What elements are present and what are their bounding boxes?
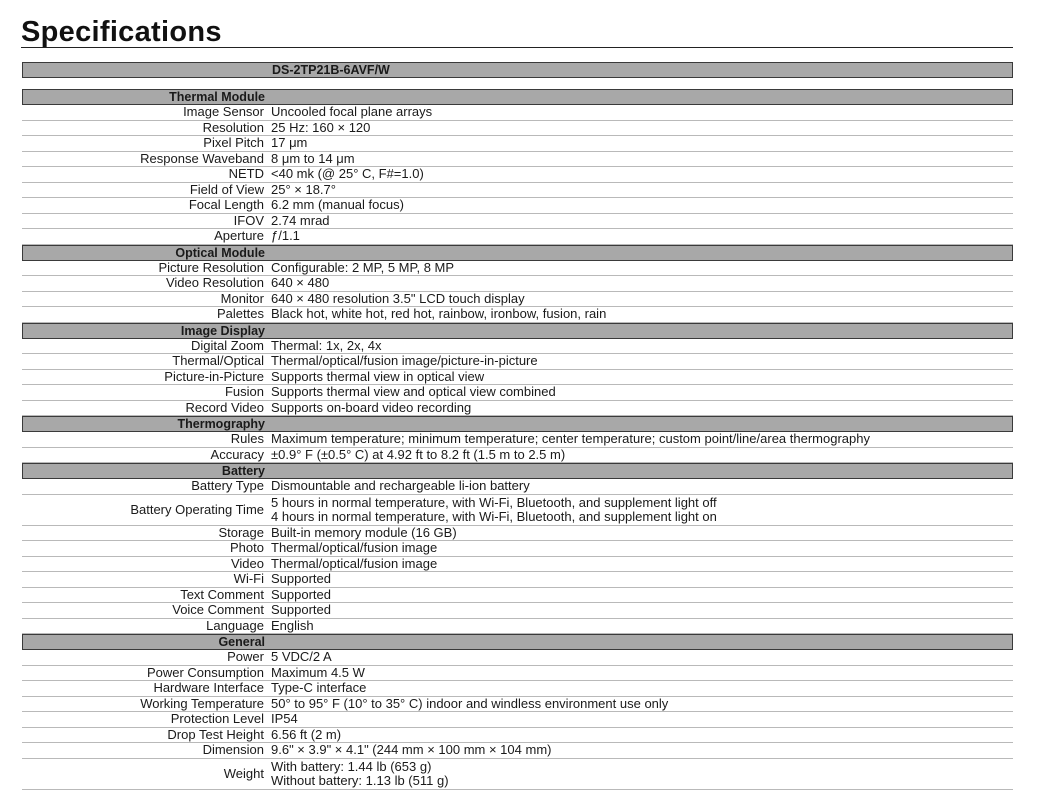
spec-row — [22, 339, 1013, 355]
spec-value-line: <40 mk (@ 25° C, F#=1.0) — [271, 166, 424, 182]
spec-value-line: Thermal/optical/fusion image/picture-in-picture — [271, 353, 538, 369]
spec-value-line: 50° to 95° F (10° to 35° C) indoor and windless environment use only — [271, 695, 669, 711]
spec-value — [270, 728, 1013, 742]
spec-value — [270, 681, 1013, 695]
spec-label: Storage — [218, 524, 264, 540]
spec-row — [22, 588, 1013, 604]
spec-value-line: Supported — [271, 586, 331, 602]
spec-label: Focal Length — [188, 197, 264, 213]
spec-label: Hardware Interface — [153, 680, 264, 696]
spec-label: Drop Test Height — [167, 726, 264, 742]
spec-value-line: Uncooled focal plane arrays — [271, 104, 433, 120]
spec-value — [270, 760, 1013, 788]
spec-value — [270, 496, 1013, 524]
spec-label: Accuracy — [210, 446, 264, 462]
spec-value-line: Configurable: 2 MP, 5 MP, 8 MP — [271, 259, 455, 275]
spec-value — [270, 479, 1013, 493]
spec-row — [22, 495, 1013, 526]
spec-row — [22, 307, 1013, 323]
spec-row — [22, 619, 1013, 635]
spec-label: Aperture — [214, 228, 264, 244]
spec-label: Weight — [223, 765, 264, 781]
spec-value — [270, 261, 1013, 275]
spec-label: Power — [227, 649, 264, 665]
spec-label: Digital Zoom — [191, 337, 264, 353]
spec-label: Text Comment — [180, 586, 264, 602]
spec-value — [270, 354, 1013, 368]
spec-label: Dimension — [202, 742, 264, 758]
title-divider — [21, 47, 1013, 48]
spec-row — [22, 354, 1013, 370]
spec-row — [22, 198, 1013, 214]
section-title: Image Display — [180, 323, 265, 338]
spec-label: Field of View — [189, 181, 264, 197]
spec-value-line: 17 μm — [271, 135, 308, 151]
spec-value-line: Type-C interface — [271, 680, 367, 696]
spec-value-line: Built-in memory module (16 GB) — [271, 524, 457, 540]
spec-label: Monitor — [220, 290, 264, 306]
spec-value-line: Dismountable and rechargeable li-ion battery — [271, 478, 530, 494]
spec-value-line: 6.2 mm (manual focus) — [271, 197, 404, 213]
spec-value — [270, 557, 1013, 571]
spec-label: Language — [206, 617, 264, 633]
spec-value-line: 640 × 480 — [271, 275, 330, 291]
spec-value-line: Supported — [271, 571, 331, 587]
spec-value — [270, 432, 1013, 446]
spec-label: Record Video — [185, 399, 264, 415]
spec-value — [270, 526, 1013, 540]
spec-row — [22, 603, 1013, 619]
spec-label: Video Resolution — [165, 275, 264, 291]
spec-value — [270, 448, 1013, 462]
spec-row — [22, 401, 1013, 417]
spec-row — [22, 385, 1013, 401]
spec-value-line: 25° × 18.7° — [271, 181, 336, 197]
spec-value-line: 4 hours in normal temperature, with Wi-Fi, Bluetooth, and supplement light on — [271, 508, 717, 524]
spec-row — [22, 152, 1013, 168]
spec-value-line: Supports on-board video recording — [271, 399, 472, 415]
spec-row — [22, 557, 1013, 573]
spec-label: Resolution — [202, 119, 264, 135]
spec-value-line: Thermal/optical/fusion image — [271, 555, 438, 571]
spec-value-line: IP54 — [271, 711, 298, 727]
spec-value-line: Supports thermal view and optical view combined — [271, 384, 556, 400]
spec-value — [270, 697, 1013, 711]
spec-label: Picture-in-Picture — [164, 368, 264, 384]
spec-label: Palettes — [217, 306, 264, 322]
spec-label: IFOV — [233, 212, 264, 228]
spec-value-line: Thermal/optical/fusion image — [271, 540, 438, 556]
spec-row — [22, 167, 1013, 183]
spec-value — [270, 214, 1013, 228]
spec-row — [22, 526, 1013, 542]
spec-value-line: Maximum temperature; minimum temperature; center temperature; custom point/line/area thermography — [271, 431, 870, 447]
spec-label: Rules — [230, 431, 264, 447]
section-header — [22, 463, 1013, 479]
spec-row — [22, 229, 1013, 245]
spec-value — [270, 370, 1013, 384]
spec-value-line: ƒ/1.1 — [271, 228, 300, 244]
spec-row — [22, 432, 1013, 448]
section-header — [22, 245, 1013, 261]
spec-value — [270, 572, 1013, 586]
spec-label: Response Waveband — [140, 150, 264, 166]
spec-label: Power Consumption — [146, 664, 264, 680]
spec-value — [270, 229, 1013, 243]
spec-label: Thermal/Optical — [172, 353, 264, 369]
spec-value — [270, 666, 1013, 680]
spec-value-line: 5 hours in normal temperature, with Wi-Fi, Bluetooth, and supplement light off — [271, 494, 717, 510]
model-number: DS-2TP21B-6AVF/W — [272, 63, 390, 77]
spec-label: Protection Level — [170, 711, 264, 727]
spec-value — [270, 152, 1013, 166]
spec-row — [22, 759, 1013, 790]
spec-label: NETD — [228, 166, 264, 182]
spec-value — [270, 385, 1013, 399]
spec-value — [270, 307, 1013, 321]
spec-row — [22, 541, 1013, 557]
spec-row — [22, 183, 1013, 199]
spec-label: Picture Resolution — [158, 259, 264, 275]
spec-row — [22, 712, 1013, 728]
spec-row — [22, 276, 1013, 292]
spec-value-line: Thermal: 1x, 2x, 4x — [271, 337, 382, 353]
spec-row — [22, 650, 1013, 666]
spec-label: Working Temperature — [140, 695, 264, 711]
spec-row — [22, 697, 1013, 713]
spec-value-line: Without battery: 1.13 lb (511 g) — [271, 772, 449, 788]
spec-label: Voice Comment — [172, 602, 264, 618]
spec-row — [22, 214, 1013, 230]
spec-value — [270, 401, 1013, 415]
spec-value — [270, 183, 1013, 197]
section-title: General — [218, 635, 265, 649]
spec-value-line: ±0.9° F (±0.5° C) at 4.92 ft to 8.2 ft (1.5 m to 2.5 m) — [271, 446, 566, 462]
spec-label: Battery Type — [191, 478, 264, 494]
section-header — [22, 89, 1013, 105]
spec-value-line: Black hot, white hot, red hot, rainbow, ironbow, fusion, rain — [271, 306, 607, 322]
spec-value-line: Supports thermal view in optical view — [271, 368, 485, 384]
spec-row — [22, 121, 1013, 137]
spec-value — [270, 167, 1013, 181]
page-title: Specifications — [21, 16, 222, 48]
spec-label: Video — [230, 555, 264, 571]
spec-value — [270, 276, 1013, 290]
spec-value-line: With battery: 1.44 lb (653 g) — [271, 758, 432, 774]
section-title: Thermography — [177, 417, 265, 431]
spec-value-line: Supported — [271, 602, 331, 618]
spec-value-line: 640 × 480 resolution 3.5" LCD touch display — [271, 290, 525, 306]
spec-label: Fusion — [224, 384, 264, 400]
spec-row — [22, 292, 1013, 308]
spec-value — [270, 588, 1013, 602]
spec-row — [22, 136, 1013, 152]
section-header — [22, 323, 1013, 339]
spec-label: Battery Operating Time — [130, 501, 264, 517]
spec-value — [270, 650, 1013, 664]
spec-value-line: 9.6" × 3.9" × 4.1" (244 mm × 100 mm × 104 mm) — [271, 742, 552, 758]
spec-value-line: English — [271, 617, 314, 633]
spec-row — [22, 370, 1013, 386]
spec-value-line: 5 VDC/2 A — [271, 649, 332, 665]
spec-row — [22, 261, 1013, 277]
spec-value — [270, 292, 1013, 306]
spec-value-line: 8 μm to 14 μm — [271, 150, 355, 166]
spec-row — [22, 448, 1013, 464]
section-title: Thermal Module — [169, 90, 265, 104]
spec-value-line: 2.74 mrad — [271, 212, 330, 228]
specifications-table — [22, 62, 1013, 790]
spec-row — [22, 681, 1013, 697]
spec-value — [270, 743, 1013, 757]
section-title: Optical Module — [175, 245, 265, 260]
spec-value-line: Maximum 4.5 W — [271, 664, 365, 680]
spec-row — [22, 479, 1013, 495]
spec-sections — [22, 89, 1013, 790]
spec-value — [270, 712, 1013, 726]
section-header — [22, 634, 1013, 650]
spec-row — [22, 105, 1013, 121]
model-header-row — [22, 62, 1013, 78]
section-header — [22, 416, 1013, 432]
spec-value — [270, 603, 1013, 617]
spec-value — [270, 619, 1013, 633]
spec-row — [22, 666, 1013, 682]
spec-value — [270, 339, 1013, 353]
spec-row — [22, 743, 1013, 759]
spec-value — [270, 136, 1013, 150]
spec-label: Wi-Fi — [233, 571, 264, 587]
spec-label: Pixel Pitch — [203, 135, 264, 151]
spec-row — [22, 572, 1013, 588]
spec-label: Image Sensor — [183, 104, 264, 120]
spec-value-line: 25 Hz: 160 × 120 — [271, 119, 371, 135]
spec-value — [270, 121, 1013, 135]
spec-row — [22, 728, 1013, 744]
spec-value — [270, 105, 1013, 119]
spec-label: Photo — [230, 540, 264, 556]
spec-value — [270, 541, 1013, 555]
spec-value-line: 6.56 ft (2 m) — [271, 726, 342, 742]
section-title: Battery — [221, 464, 265, 478]
spec-value — [270, 198, 1013, 212]
